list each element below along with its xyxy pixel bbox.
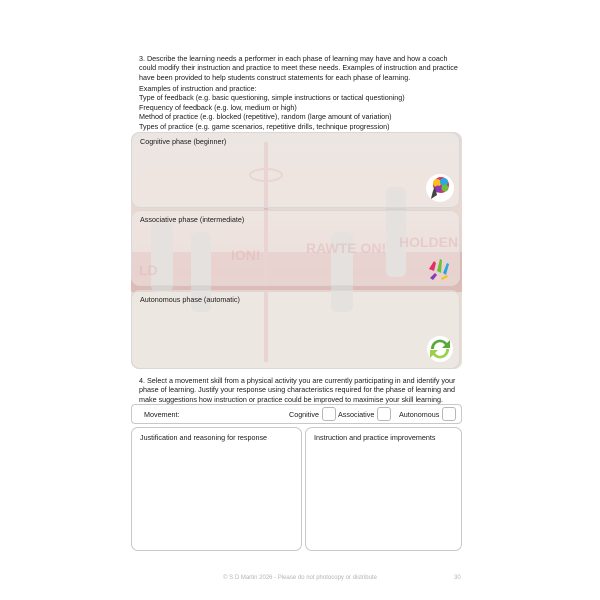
question-4-line: 4. Select a movement skill from a physical activity you are currently participating in and identify your [139,376,456,385]
colorful-head-icon [425,173,455,203]
page-number: 30 [454,575,461,581]
associative-phase-box[interactable] [131,210,460,286]
option-cognitive-label: Cognitive [289,410,319,419]
watermark-text: LD [139,262,158,278]
cognitive-phase-box[interactable] [131,132,460,208]
option-associative-label: Associative [338,410,375,419]
recycle-arrows-icon [425,334,455,364]
question-3-line: could modify their instruction and practice to meet these needs. Examples of instruction and practice [139,63,458,73]
examples-item: Method of practice (e.g. blocked (repetitive), random (large amount of variation) [139,112,392,122]
autonomous-phase-box[interactable] [131,290,460,369]
movement-label: Movement: [144,410,180,419]
phase-section [131,132,462,369]
question-3-line: have been provided to help students construct statements for each phase of learning. [139,72,411,82]
instruction-improvements-box[interactable] [305,427,462,551]
watermark-text: ION! [231,247,261,263]
question-3 [139,54,469,82]
examples-item: Type of feedback (e.g. basic questioning, simple instructions or tactical questioning) [139,93,405,103]
instruction-heading: Instruction and practice improvements [314,433,436,442]
examples-item: Frequency of feedback (e.g. low, medium or high) [139,102,297,112]
examples-list [139,84,469,131]
hands-icon [425,251,455,281]
justification-box[interactable] [131,427,302,551]
question-4-line: phase of learning. Justify your response using characteristics required for the phase of learning and [139,385,456,395]
option-autonomous-label: Autonomous [399,410,440,419]
question-4 [139,376,469,404]
watermark-text: HOLDEN [399,234,459,250]
examples-heading: Examples of instruction and practice: [139,84,257,93]
autonomous-checkbox[interactable] [442,407,456,421]
phase-label: Cognitive phase (beginner) [140,137,227,146]
question-4-line: make suggestions how instruction or practice could be improved to maximise your skill learning. [139,394,444,404]
footer-copyright: © S D Martin 2026 - Please do not photocopy or distribute [223,575,377,581]
watermark-text: RAWTE ON! [306,240,387,256]
phase-label: Autonomous phase (automatic) [140,295,240,304]
movement-row [131,404,462,424]
cognitive-checkbox[interactable] [322,407,336,421]
associative-checkbox[interactable] [377,407,391,421]
examples-item: Types of practice (e.g. game scenarios, repetitive drills, technique progression) [139,121,390,131]
question-3-line: 3. Describe the learning needs a performer in each phase of learning may have and how a coach [139,54,448,63]
justification-heading: Justification and reasoning for response [140,433,268,442]
phase-label: Associative phase (intermediate) [140,215,245,224]
